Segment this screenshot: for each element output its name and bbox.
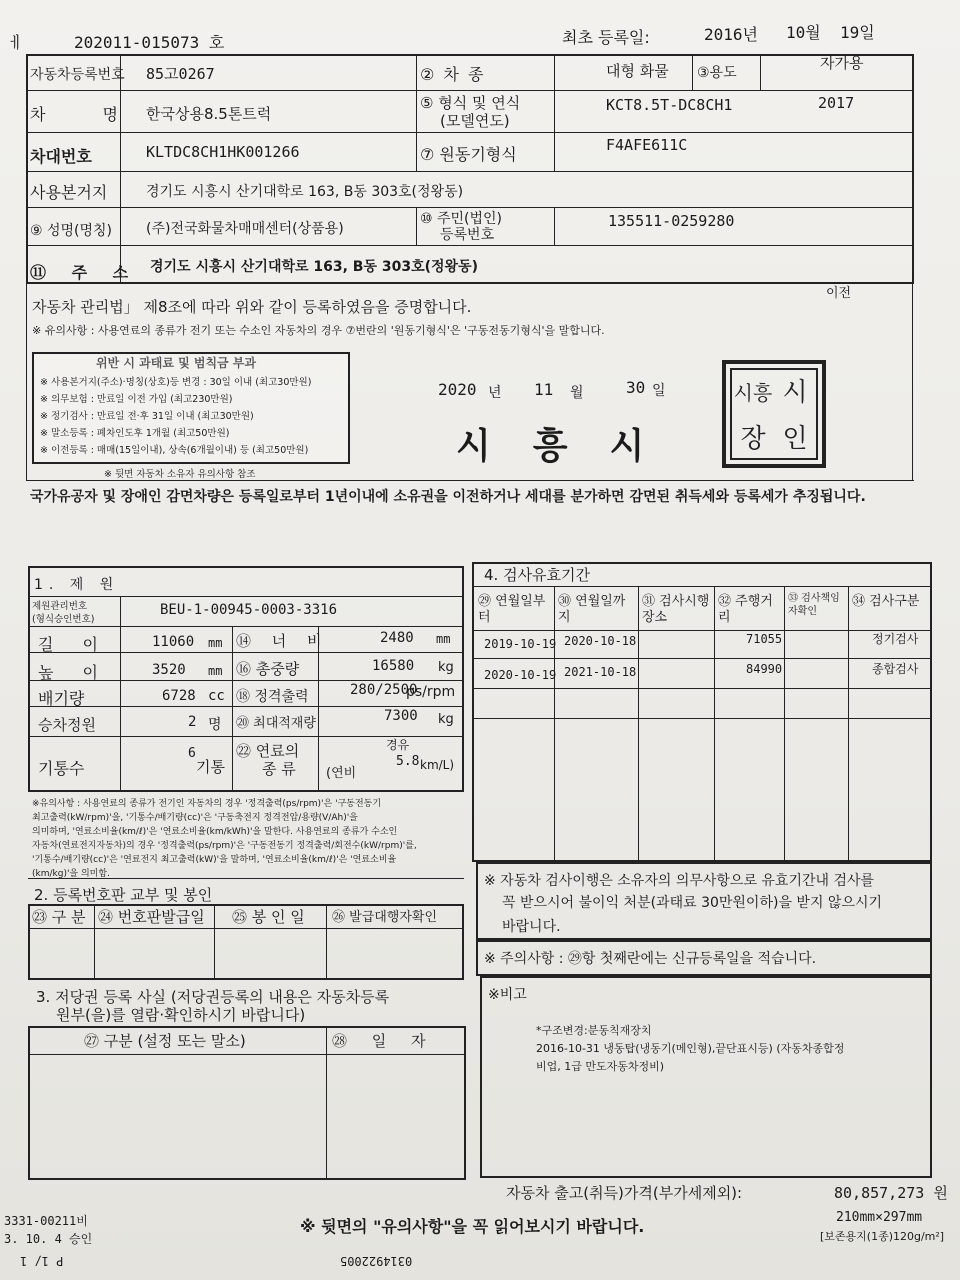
model-value: KCT8.5T-DC8CH1 bbox=[606, 96, 733, 114]
address-value: 경기도 시흥시 산기대학로 163, B동 303호(정왕동) bbox=[150, 259, 478, 275]
max-load-unit: kg bbox=[438, 712, 454, 727]
vehicle-type-value: 대형 화물 bbox=[606, 62, 669, 80]
cylinder-label: 기통수 bbox=[38, 759, 85, 778]
first-registration-year: 2016년 bbox=[704, 25, 758, 44]
penalty-box bbox=[32, 352, 350, 464]
certification-statement: 자동차 관리법」 제8조에 따라 위와 같이 등록하였음을 증명합니다. bbox=[32, 298, 472, 316]
remarks-line: 비업, 1급 만도자동차정비) bbox=[536, 1060, 665, 1073]
model-label: ⑤ 형식 및 연식 bbox=[420, 94, 521, 112]
issue-year-unit: 년 bbox=[488, 385, 502, 401]
inspection-row-from: 2020-10-19 bbox=[484, 668, 557, 682]
seal-char: 시 bbox=[782, 378, 808, 408]
mortgage-title: 3. 저당권 등록 사실 (저당권등록의 내용은 자동차등록 bbox=[36, 988, 390, 1006]
gross-weight-value: 16580 bbox=[372, 658, 415, 674]
left-edge-mark: ㅔ bbox=[8, 33, 24, 52]
penalty-title: 위반 시 과태료 및 범칙금 부과 bbox=[96, 356, 256, 370]
plate-col-category: ㉓ 구 분 bbox=[32, 908, 86, 926]
cylinder-value: 6 bbox=[188, 746, 196, 761]
seating-unit: 명 bbox=[208, 717, 222, 733]
document-number: 202011-015073 호 bbox=[74, 33, 225, 52]
inspection-col-to: ㉚ 연월일까지 bbox=[558, 594, 626, 625]
vin-value: KLTDC8CH1HK001266 bbox=[146, 143, 300, 161]
mortgage-col-type: ㉗ 구분 (설정 또는 말소) bbox=[84, 1032, 246, 1050]
inspection-col-kind: ㉞ 검사구분 bbox=[852, 594, 920, 609]
read-notice: ※ 뒷면의 "유의사항"을 꼭 읽어보시기 바랍니다. bbox=[300, 1217, 645, 1236]
inspection-row-kind: 종합검사 bbox=[872, 662, 919, 676]
height-unit: mm bbox=[208, 664, 223, 678]
cylinder-unit: 기통 bbox=[196, 758, 225, 776]
inspection-row-mileage: 84990 bbox=[746, 662, 783, 676]
mortgage-col-date: ㉘ 일 자 bbox=[332, 1032, 436, 1050]
seating-label: 승차정원 bbox=[38, 716, 96, 734]
corp-number-value: 135511-0259280 bbox=[608, 212, 735, 230]
remarks-line: *구조변경:분동칙재장치 bbox=[536, 1024, 652, 1037]
fuel-efficiency-unit: km/L) bbox=[420, 758, 455, 772]
displacement-label: 배기량 bbox=[38, 689, 85, 708]
acquisition-price-label: 자동차 출고(취득)가격(부가세제외): bbox=[506, 1184, 743, 1202]
inspection-col-place: ㉛ 검사시행장소 bbox=[642, 594, 710, 625]
width-value: 2480 bbox=[380, 630, 414, 646]
spec-note-line: 자동차(연료전지자동차)의 경우 '정격출력(ps/rpm)'은 '구동전동기 정격출력/회전수(kW/rpm)'를, bbox=[32, 841, 417, 851]
plate-col-issue-date: ㉔ 번호판발급일 bbox=[98, 908, 205, 926]
inspection-col-from: ㉙ 연월일부터 bbox=[478, 594, 546, 625]
issue-month: 11 bbox=[534, 380, 554, 399]
paper-size: 210mm×297mm bbox=[836, 1210, 923, 1225]
inspection-row-mileage: 71055 bbox=[746, 632, 783, 646]
remarks-box bbox=[480, 976, 932, 1178]
bleed-through-page: P 1/ 1 bbox=[20, 1254, 64, 1268]
inspection-note: ※ 자동차 검사이행은 소유자의 의무사항으로 유효기간내 검사를 bbox=[484, 873, 875, 889]
specs-title: 1. 제 원 bbox=[34, 577, 120, 593]
fuel-notice: ※ 유의사항 : 사용연료의 종류가 전기 또는 수소인 자동차의 경우 ⑦번란의 '원동기형식'은 '구동전동기형식'을 말합니다. bbox=[32, 324, 605, 337]
inspection-title: 4. 검사유효기간 bbox=[484, 566, 591, 584]
inspection-row-to: 2020-10-18 bbox=[564, 634, 637, 648]
corp-number-label: ⑩ 주민(법인) bbox=[420, 211, 503, 227]
penalty-item: ※ 정기검사 : 만료일 전·후 31일 이내 (최고30만원) bbox=[40, 411, 254, 422]
width-unit: mm bbox=[436, 632, 451, 646]
seal-char: 인 bbox=[782, 424, 808, 454]
max-load-value: 7300 bbox=[384, 708, 418, 724]
plate-col-agent: ㉖ 발급대행자확인 bbox=[332, 910, 438, 925]
remarks-title: ※비고 bbox=[488, 987, 527, 1003]
inspection-note-2: 꼭 받으시어 불이익 처분(과태료 30만원이하)을 받지 않으시기 bbox=[502, 895, 883, 911]
spec-note-line: ※유의사항 : 사용연료의 종류가 전기인 자동차의 경우 '정격출력(ps/rpm)'은 '구동전동기 bbox=[32, 799, 382, 809]
owner-name-value: (주)전국화물차매매센터(상품용) bbox=[146, 221, 344, 237]
inspection-col-mileage: ㉜ 주행거리 bbox=[718, 594, 773, 625]
displacement-unit: cc bbox=[208, 688, 225, 704]
issue-day-unit: 일 bbox=[652, 383, 666, 399]
spec-note-line: 의미하며, '연료소비율(km/ℓ)'은 '연료소비율(km/kWh)'을 말한다. 사용연료의 종류가 수소인 bbox=[32, 827, 398, 837]
acquisition-price-value: 80,857,273 원 bbox=[834, 1184, 948, 1202]
address-label: ⑪ 주 소 bbox=[30, 263, 139, 282]
spec-mgmt-label-2: (형식승인번호) bbox=[32, 614, 95, 625]
issue-month-unit: 월 bbox=[570, 385, 584, 401]
length-value: 11060 bbox=[152, 634, 195, 650]
length-label: 길 이 bbox=[38, 635, 110, 654]
model-label-year: (모델연도) bbox=[440, 112, 510, 130]
plate-section-title: 2. 등록번호판 교부 및 봉인 bbox=[34, 886, 213, 904]
spec-note-line: 최고출력(kW/rpm)'을, '기통수/배기량(cc)'은 '구동축전지 정격전압/용량(V/Ah)'을 bbox=[32, 813, 358, 823]
inspection-row-from: 2019-10-19 bbox=[484, 637, 557, 651]
base-location-label: 사용본거지 bbox=[30, 183, 108, 202]
inspection-col-inspector: ㉝ 검사책임자확인 bbox=[788, 593, 840, 617]
fuel-efficiency-value: 5.8 bbox=[396, 754, 420, 769]
spec-note-line: (km/kg)'을 의미함. bbox=[32, 869, 110, 879]
remarks-line: 2016-10-31 냉동탑(냉동기(메인형),끝단표시등) (자동차종합정 bbox=[536, 1042, 845, 1055]
inspection-row-kind: 정기검사 bbox=[872, 632, 919, 646]
seating-value: 2 bbox=[188, 714, 197, 730]
engine-type-label: ⑦ 원동기형식 bbox=[420, 145, 517, 164]
first-registration-day: 19일 bbox=[840, 23, 875, 42]
power-value: 280/2500 bbox=[350, 682, 418, 698]
first-registration-month: 10월 bbox=[786, 23, 821, 42]
inspection-note-3: 바랍니다. bbox=[502, 919, 561, 935]
vehicle-type-label: ② 차 종 bbox=[420, 65, 486, 84]
issue-day: 30 bbox=[626, 378, 646, 397]
first-registration-label: 최초 등록일: bbox=[562, 28, 650, 47]
registration-number: 85고0267 bbox=[146, 65, 215, 83]
vehicle-name: 한국상용8.5톤트럭 bbox=[146, 105, 272, 123]
spec-note-line: '기통수/배기량(cc)'은 '연료전지 최고출력(kW)'을 말하며, '연료소비율(km/ℓ)'은 '연료소비율 bbox=[32, 855, 397, 865]
spec-mgmt-value: BEU-1-00945-0003-3316 bbox=[160, 602, 338, 618]
displacement-value: 6728 bbox=[162, 688, 196, 704]
vin-label: 차대번호 bbox=[30, 147, 92, 166]
form-number: 3331-00211비 bbox=[4, 1214, 88, 1228]
seal-char: 장 bbox=[740, 424, 766, 454]
issuing-city: 시흥시 bbox=[456, 425, 687, 467]
official-seal-stamp bbox=[722, 360, 826, 468]
caution-note: ※ 주의사항 : ㉙항 첫째란에는 신규등록일을 적습니다. bbox=[484, 951, 817, 967]
paper-kind: [보존용지(1종)120g/m²] bbox=[820, 1230, 945, 1243]
penalty-footer: ※ 뒷면 자동차 소유자 유의사항 참조 bbox=[104, 469, 256, 480]
fuel-type-label: ㉒ 연료의 bbox=[236, 742, 300, 760]
use-value: 자가용 bbox=[820, 54, 864, 72]
power-label: ⑱ 정격출력 bbox=[236, 689, 309, 705]
base-location-value: 경기도 시흥시 산기대학로 163, B동 303호(정왕동) bbox=[146, 184, 464, 200]
model-year: 2017 bbox=[818, 94, 855, 112]
use-label: ③용도 bbox=[697, 65, 737, 81]
length-unit: mm bbox=[208, 636, 223, 650]
height-label: 높 이 bbox=[38, 663, 110, 682]
engine-type-value: F4AFE611C bbox=[606, 136, 688, 154]
mortgage-title-2: 원부(을)를 열람·확인하시기 바랍니다) bbox=[56, 1006, 306, 1024]
registration-number-label: 자동차등록번호 bbox=[30, 67, 125, 83]
bleed-through-serial: 0314922005 bbox=[340, 1254, 413, 1268]
penalty-item: ※ 의무보험 : 만료일 이전 가입 (최고230만원) bbox=[40, 394, 233, 405]
height-value: 3520 bbox=[152, 662, 186, 678]
power-unit: ps/rpm bbox=[406, 684, 456, 700]
form-approval: 3. 10. 4 승인 bbox=[4, 1232, 93, 1246]
fuel-type-label-2: 종 류 bbox=[262, 760, 296, 778]
owner-name-label: ⑨ 성명(명칭) bbox=[30, 223, 113, 239]
penalty-item: ※ 이전등록 : 매매(15일이내), 상속(6개월이내) 등 (최고50만원) bbox=[40, 445, 309, 456]
penalty-item: ※ 말소등록 : 폐차인도후 1개월 (최고50만원) bbox=[40, 428, 230, 439]
registration-table bbox=[26, 54, 914, 284]
merit-vehicle-notice: 국가유공자 및 장애인 감면차량은 등록일로부터 1년이내에 소유권을 이전하거나 세대를 분가하면 감면된 취득세와 등록세가 추징됩니다. bbox=[30, 489, 866, 505]
transfer-note: 이전 bbox=[826, 286, 852, 301]
plate-col-seal-date: ㉕ 봉 인 일 bbox=[232, 908, 305, 926]
width-label: ⑭ 너 비 bbox=[236, 632, 330, 650]
seal-char: 시흥 bbox=[733, 381, 773, 405]
gross-weight-unit: kg bbox=[438, 660, 454, 675]
spec-mgmt-label: 제원관리번호 bbox=[32, 601, 88, 612]
fuel-efficiency-label: (연비 bbox=[326, 766, 357, 781]
fuel-type-value: 경유 bbox=[386, 738, 410, 752]
issue-year: 2020 bbox=[438, 380, 477, 399]
max-load-label: ⑳ 최대적재량 bbox=[236, 716, 316, 731]
penalty-item: ※ 사용본거지(주소)·명칭(상호)등 변경 : 30일 이내 (최고30만원) bbox=[40, 377, 312, 388]
vehicle-name-label: 차 명 bbox=[30, 105, 144, 124]
corp-number-label-2: 등록번호 bbox=[440, 227, 495, 243]
gross-weight-label: ⑯ 총중량 bbox=[236, 660, 300, 678]
inspection-row-to: 2021-10-18 bbox=[564, 665, 637, 679]
